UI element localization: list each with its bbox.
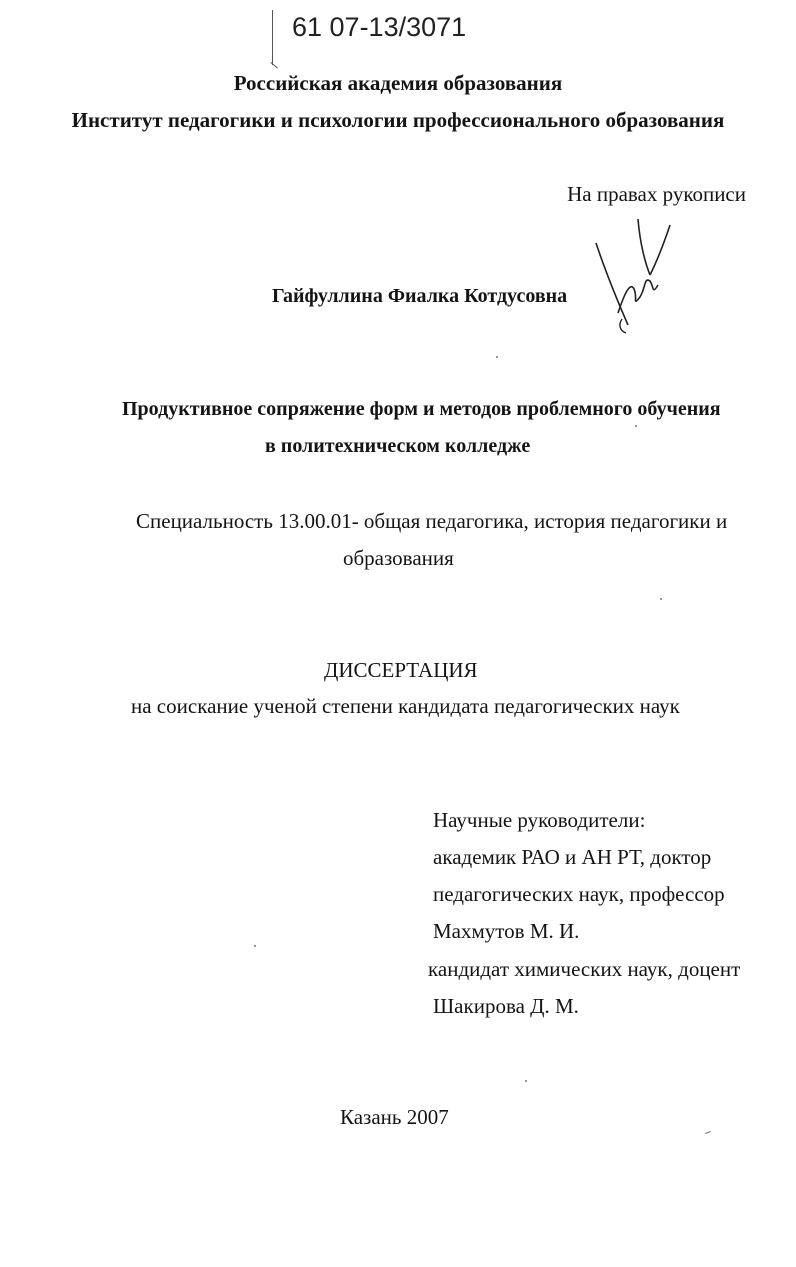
handwritten-signature — [588, 215, 678, 335]
supervisor-line: кандидат химических наук, доцент — [428, 957, 741, 981]
scan-speck — [660, 598, 662, 600]
academy-heading: Российская академия образования — [233, 71, 563, 95]
signature-stroke — [618, 280, 658, 313]
document-type: ДИССЕРТАЦИЯ — [324, 658, 478, 682]
supervisor-line: Шакирова Д. М. — [433, 994, 579, 1018]
signature-stroke — [596, 243, 628, 325]
author-name: Гайфуллина Фиалка Котдусовна — [272, 285, 568, 307]
city-year: Казань 2007 — [340, 1105, 449, 1129]
scan-speck — [254, 945, 256, 947]
specialty-line2: образования — [343, 546, 454, 570]
dissertation-title-line2: в политехническом колледже — [265, 435, 531, 457]
margin-tick — [270, 62, 278, 69]
specialty-line1: Специальность 13.00.01- общая педагогика, история педагогики и — [136, 509, 728, 533]
signature-stroke — [620, 319, 626, 333]
rights-note: На правах рукописи — [567, 182, 746, 206]
margin-rule — [272, 10, 273, 65]
supervisor-line: академик РАО и АН РТ, доктор — [433, 845, 712, 869]
signature-stroke — [638, 219, 670, 275]
archive-stamp-number: 61 07-13/3071 — [292, 12, 467, 42]
supervisors-heading: Научные руководители: — [433, 808, 646, 832]
scan-speck — [496, 356, 498, 358]
institute-heading: Институт педагогики и психологии профессионального образования — [71, 108, 725, 132]
scan-speck — [525, 1080, 527, 1082]
scan-speck — [705, 1131, 711, 1134]
degree-line: на соискание ученой степени кандидата педагогических наук — [131, 694, 680, 718]
dissertation-title-line1: Продуктивное сопряжение форм и методов проблемного обучения — [122, 398, 721, 420]
supervisor-line: педагогических наук, профессор — [433, 882, 725, 906]
supervisor-line: Махмутов М. И. — [433, 919, 580, 943]
scan-speck — [635, 425, 637, 427]
